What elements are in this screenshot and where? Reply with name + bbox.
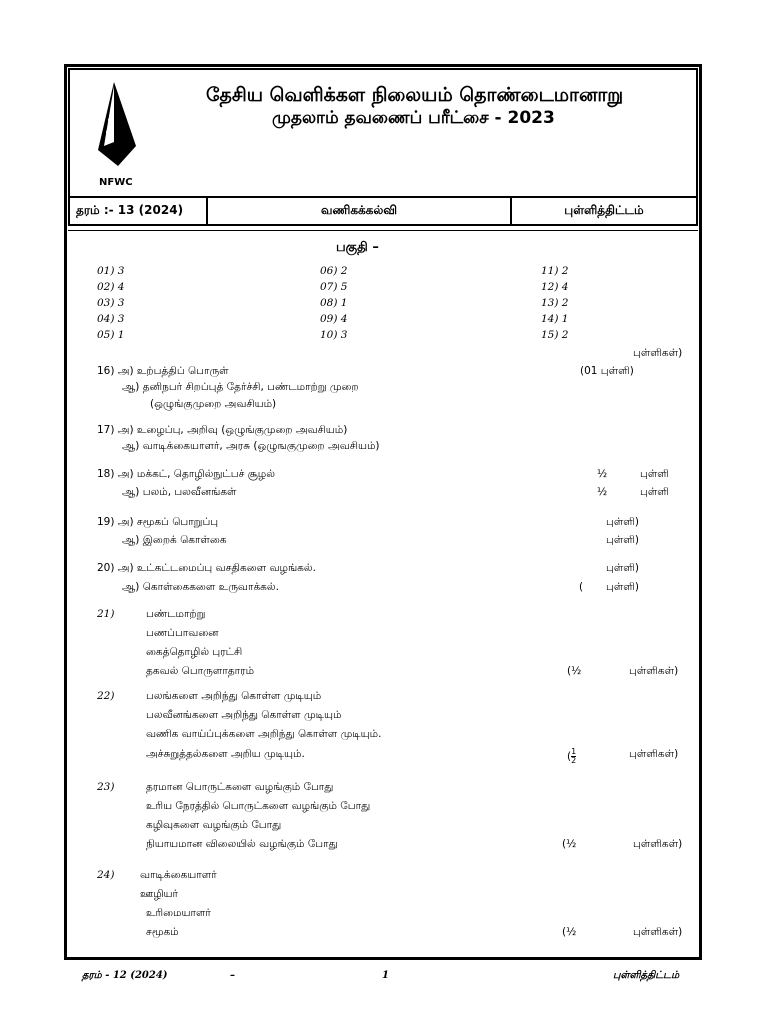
mcq-answer: 07) 5 <box>320 281 348 293</box>
q23-line: தரமான பொருட்களை வழங்கும் போது <box>146 781 334 793</box>
q16-b-note: (ஒழுங்குமுறை அவசியம்) <box>150 398 277 410</box>
mcq-answer: 14) 1 <box>541 313 569 325</box>
q16-a-mark: (01 புள்ளி) <box>580 365 634 377</box>
mcq-answer: 08) 1 <box>320 297 348 309</box>
q23-number: 23) <box>97 781 115 793</box>
q20-a: 20) அ) உட்கட்டமைப்பு வசதிகளை வழங்கல். <box>97 562 316 574</box>
q24-line: சமூகம் <box>146 926 179 938</box>
mcq-answer: 12) 4 <box>541 281 569 293</box>
q24-mark: புள்ளிகள்) <box>633 926 683 938</box>
q22-line: அச்சுறுத்தல்களை அறிய முடியும். <box>146 748 305 760</box>
footer-dash: – <box>230 970 235 981</box>
page-subtitle: முதலாம் தவணைப் பரீட்சை - 2023 <box>272 108 555 128</box>
q24-line: ஊழியர் <box>140 888 179 900</box>
q22-line: பலவீனங்களை அறிந்து கொள்ள முடியும் <box>146 709 342 721</box>
q18-b-half: ½ <box>597 486 608 498</box>
q23-mark: புள்ளிகள்) <box>633 838 683 850</box>
q22-line: பலங்களை அறிந்து கொள்ள முடியும் <box>146 690 322 702</box>
q19-a-mark: புள்ளி) <box>606 516 639 528</box>
mcq-answer: 05) 1 <box>97 329 125 341</box>
nfwc-logo-icon <box>92 80 142 170</box>
q21-line: தகவல் பொருளாதாரம் <box>146 665 255 677</box>
logo-text: NFWC <box>99 177 133 188</box>
q18-a-half: ½ <box>597 468 608 480</box>
q23-line: நியாயமான விலையில் வழங்கும் போது <box>146 838 338 850</box>
mcq-answer: 02) 4 <box>97 281 125 293</box>
q18-b-mark: புள்ளி <box>640 486 669 498</box>
q21-mark: புள்ளிகள்) <box>629 665 679 677</box>
q16-a: 16) அ) உற்பத்திப் பொருள் <box>97 365 229 377</box>
mcq-answer: 04) 3 <box>97 313 125 325</box>
mcq-answer: 15) 2 <box>541 329 569 341</box>
page-title: தேசிய வெளிக்கள நிலையம் தொண்டைமானாறு <box>206 84 624 106</box>
q18-a: 18) அ) மக்கட், தொழில்நுட்பச் சூழல் <box>97 468 275 480</box>
q17-a: 17) அ) உழைப்பு, அறிவு (ஒழுங்குமுறை அவசியம்) <box>97 424 348 436</box>
q24-line: வாடிக்கையாளர் <box>140 869 217 881</box>
q22-number: 22) <box>97 690 115 702</box>
mcq-answer: 03) 3 <box>97 297 125 309</box>
q21-line: பணப்பாவனை <box>146 627 219 639</box>
mcq-answer: 10) 3 <box>320 329 348 341</box>
footer-doc-type: புள்ளித்திட்டம் <box>613 970 680 981</box>
q24-line: உரிமையாளர் <box>146 907 211 919</box>
q19-b-mark: புள்ளி) <box>606 534 639 546</box>
q24-half: (½ <box>562 926 577 938</box>
info-row <box>68 196 698 226</box>
mcq-answer: 01) 3 <box>97 265 125 277</box>
q23-line: கழிவுகளை வழங்கும் போது <box>146 819 282 831</box>
q19-b: ஆ) இறைக் கொள்கை <box>122 534 227 546</box>
q23-half: (½ <box>562 838 577 850</box>
q23-line: உரிய நேரத்தில் பொருட்களை வழங்கும் போது <box>146 800 371 812</box>
q21-half: (½ <box>567 665 582 677</box>
footer-page-number: 1 <box>382 970 389 981</box>
q18-a-mark: புள்ளி <box>640 468 669 480</box>
q20-b-mark: புள்ளி) <box>606 581 639 593</box>
q19-a: 19) அ) சமூகப் பொறுப்பு <box>97 516 219 528</box>
q21-line: பண்டமாற்று <box>146 608 206 620</box>
q22-mark: புள்ளிகள்) <box>629 748 679 760</box>
doc-type-cell: புள்ளித்திட்டம் <box>564 203 644 217</box>
subject-cell: வணிகக்கல்வி <box>208 198 512 224</box>
q22-open: ( $\frac{1}{2}$ <box>567 747 577 765</box>
q21-number: 21) <box>97 608 115 620</box>
q21-line: கைத்தொழில் புரட்சி <box>146 646 243 658</box>
mcq-answer: 06) 2 <box>320 265 348 277</box>
q17-b: ஆ) வாடிக்கையாளர், அரசு (ஒழுஙகுமுறை அவசியம்) <box>122 440 380 452</box>
q24-number: 24) <box>97 869 115 881</box>
section-divider <box>68 230 698 231</box>
footer-grade: தரம் - 12 (2024) <box>82 970 168 981</box>
q16-b: ஆ) தனிநபர் சிறப்புத் தேர்ச்சி, பண்டமாற்று முறை <box>122 381 359 393</box>
section-title: பகுதி – <box>336 240 379 255</box>
q18-b: ஆ) பலம், பலவீனங்கள் <box>122 486 237 498</box>
q20-b-open: ( <box>579 581 584 593</box>
q20-b: ஆ) கொள்கைகளை உருவாக்கல். <box>122 581 279 593</box>
half-fraction: $\frac{1}{2}$ <box>571 747 577 765</box>
q20-a-mark: புள்ளி) <box>606 562 639 574</box>
mcq-answer: 09) 4 <box>320 313 348 325</box>
grade-cell: தரம் :- 13 (2024) <box>70 198 208 224</box>
q22-line: வணிக வாய்ப்புக்களை அறிந்து கொள்ள முடியும். <box>146 728 382 740</box>
mcq-answer: 13) 2 <box>541 297 569 309</box>
marks-header: புள்ளிகள்) <box>633 347 683 359</box>
mcq-answer: 11) 2 <box>541 265 569 277</box>
